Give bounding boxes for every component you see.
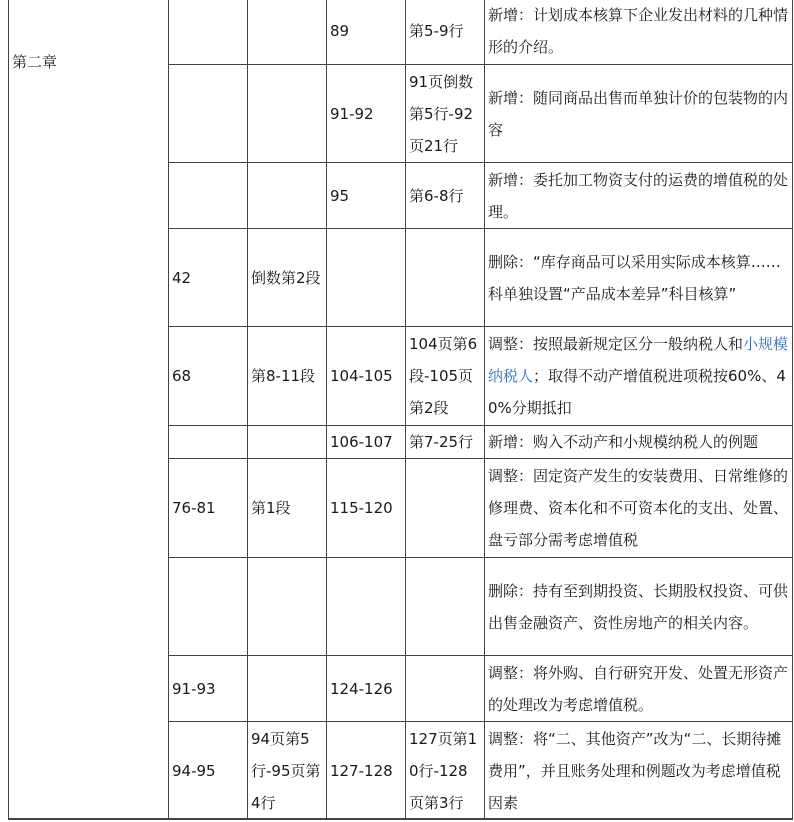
cell-change-description	[485, 327, 793, 426]
cell-change-description: 删除：“库存商品可以采用实际成本核算……科单独设置“产品成本差异”科目核算”	[485, 229, 793, 327]
cell-new-page	[327, 558, 406, 656]
cell-new-page: 95	[327, 163, 406, 229]
cell-old-location	[248, 0, 327, 65]
taxpayer-link[interactable]: 小规模纳税人	[488, 335, 789, 385]
cell-new-location	[406, 459, 485, 558]
cell-change-description: 调整：固定资产发生的安装费用、日常维修的修理费、资本化和不可资本化的支出、处置、盘亏部分需考虑增值税	[485, 459, 793, 558]
cell-old-page	[169, 0, 248, 65]
table-bottom-border	[8, 818, 792, 819]
cell-old-location	[248, 558, 327, 656]
cell-new-page: 91-92	[327, 65, 406, 163]
cell-old-page	[169, 426, 248, 459]
change-text-suffix: ；取得不动产增值税进项税按60%、40%分期抵扣	[488, 367, 786, 417]
cell-old-page: 91-93	[169, 656, 248, 722]
change-text-prefix: 调整：按照最新规定区分一般纳税人和	[488, 335, 744, 353]
cell-old-location	[248, 426, 327, 459]
cell-old-page: 94-95	[169, 722, 248, 820]
table-row	[9, 0, 793, 65]
cell-old-page: 42	[169, 229, 248, 327]
revision-table	[8, 0, 793, 820]
cell-new-location: 第5-9行	[406, 0, 485, 65]
cell-old-page: 76-81	[169, 459, 248, 558]
cell-change-description: 调整：将“二、其他资产”改为“二、长期待摊费用”，并且账务处理和例题改为考虑增值税因素	[485, 722, 793, 820]
cell-change-description: 新增：委托加工物资支付的运费的增值税的处理。	[485, 163, 793, 229]
cell-old-location: 94页第5行-95页第4行	[248, 722, 327, 820]
cell-old-location: 第8-11段	[248, 327, 327, 426]
cell-new-page: 106-107	[327, 426, 406, 459]
cell-new-page: 115-120	[327, 459, 406, 558]
cell-new-location	[406, 229, 485, 327]
cell-new-page	[327, 229, 406, 327]
cell-new-location: 第6-8行	[406, 163, 485, 229]
cell-old-location	[248, 656, 327, 722]
cell-new-location: 127页第10行-128页第3行	[406, 722, 485, 820]
cell-old-location	[248, 65, 327, 163]
cell-old-page	[169, 65, 248, 163]
cell-new-page: 104-105	[327, 327, 406, 426]
cell-new-location: 91页倒数第5行-92页21行	[406, 65, 485, 163]
cell-change-description: 新增：计划成本核算下企业发出材料的几种情形的介绍。	[485, 0, 793, 65]
cell-old-page	[169, 163, 248, 229]
cell-old-location: 第1段	[248, 459, 327, 558]
cell-change-description: 新增：购入不动产和小规模纳税人的例题	[485, 426, 793, 459]
cell-old-location: 倒数第2段	[248, 229, 327, 327]
cell-change-description: 删除：持有至到期投资、长期股权投资、可供出售金融资产、资性房地产的相关内容。	[485, 558, 793, 656]
cell-new-location: 第7-25行	[406, 426, 485, 459]
cell-new-location: 104页第6段-105页第2段	[406, 327, 485, 426]
cell-change-description: 新增：随同商品出售而单独计价的包装物的内容	[485, 65, 793, 163]
cell-new-page: 124-126	[327, 656, 406, 722]
cell-new-page: 127-128	[327, 722, 406, 820]
cell-new-location	[406, 656, 485, 722]
cell-change-description: 调整：将外购、自行研究开发、处置无形资产的处理改为考虑增值税。	[485, 656, 793, 722]
cell-old-page	[169, 558, 248, 656]
chapter-cell: 第二章	[9, 0, 169, 820]
cell-new-location	[406, 558, 485, 656]
cell-new-page: 89	[327, 0, 406, 65]
cell-old-location	[248, 163, 327, 229]
cell-old-page: 68	[169, 327, 248, 426]
